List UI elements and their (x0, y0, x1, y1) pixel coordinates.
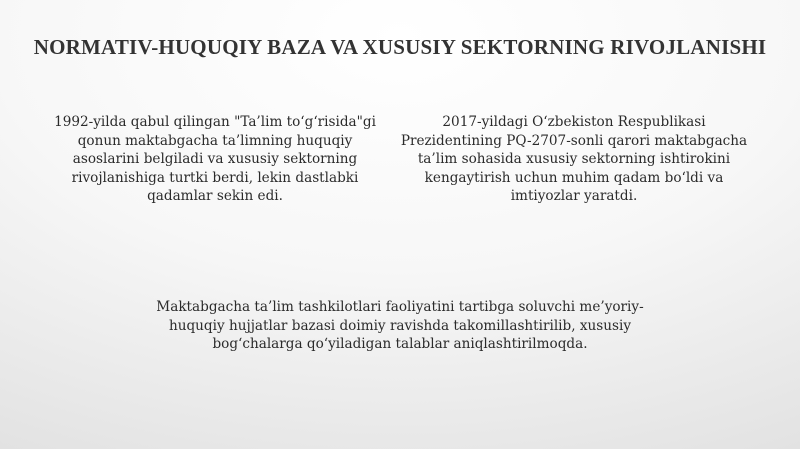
slide-title: NORMATIV-HUQUQIY BAZA VA XUSUSIY SEKTORNING RIVOJLANISHI (33, 35, 767, 59)
paragraph-decree-2017: 2017-yildagi O‘zbekiston Respublikasi Prezidentining PQ-2707-sonli qarori maktabgacha ta’lim sohasida xususiy sektorning ishtirokini kengaytirish uchun muhim qadam bo‘ldi va imtiyozlar yaratdi. (400, 114, 748, 204)
paragraph-regulatory-base: Maktabgacha ta’lim tashkilotlari faoliyatini tartibga soluvchi me’yoriy-huquqiy hujjatlar bazasi doimiy ravishda takomillashtirilib, xususiy bog‘chalarga qo‘yiladigan talablar aniqlashtirilmoqda. (156, 299, 644, 352)
paragraph-law-1992: 1992-yilda qabul qilingan "Ta’lim to‘g‘risida"gi qonun maktabgacha ta’limning huquqiy asoslarini belgiladi va xususiy sektorning rivojlanishiga turtki berdi, lekin dastlabki qadamlar sekin edi. (54, 114, 376, 204)
